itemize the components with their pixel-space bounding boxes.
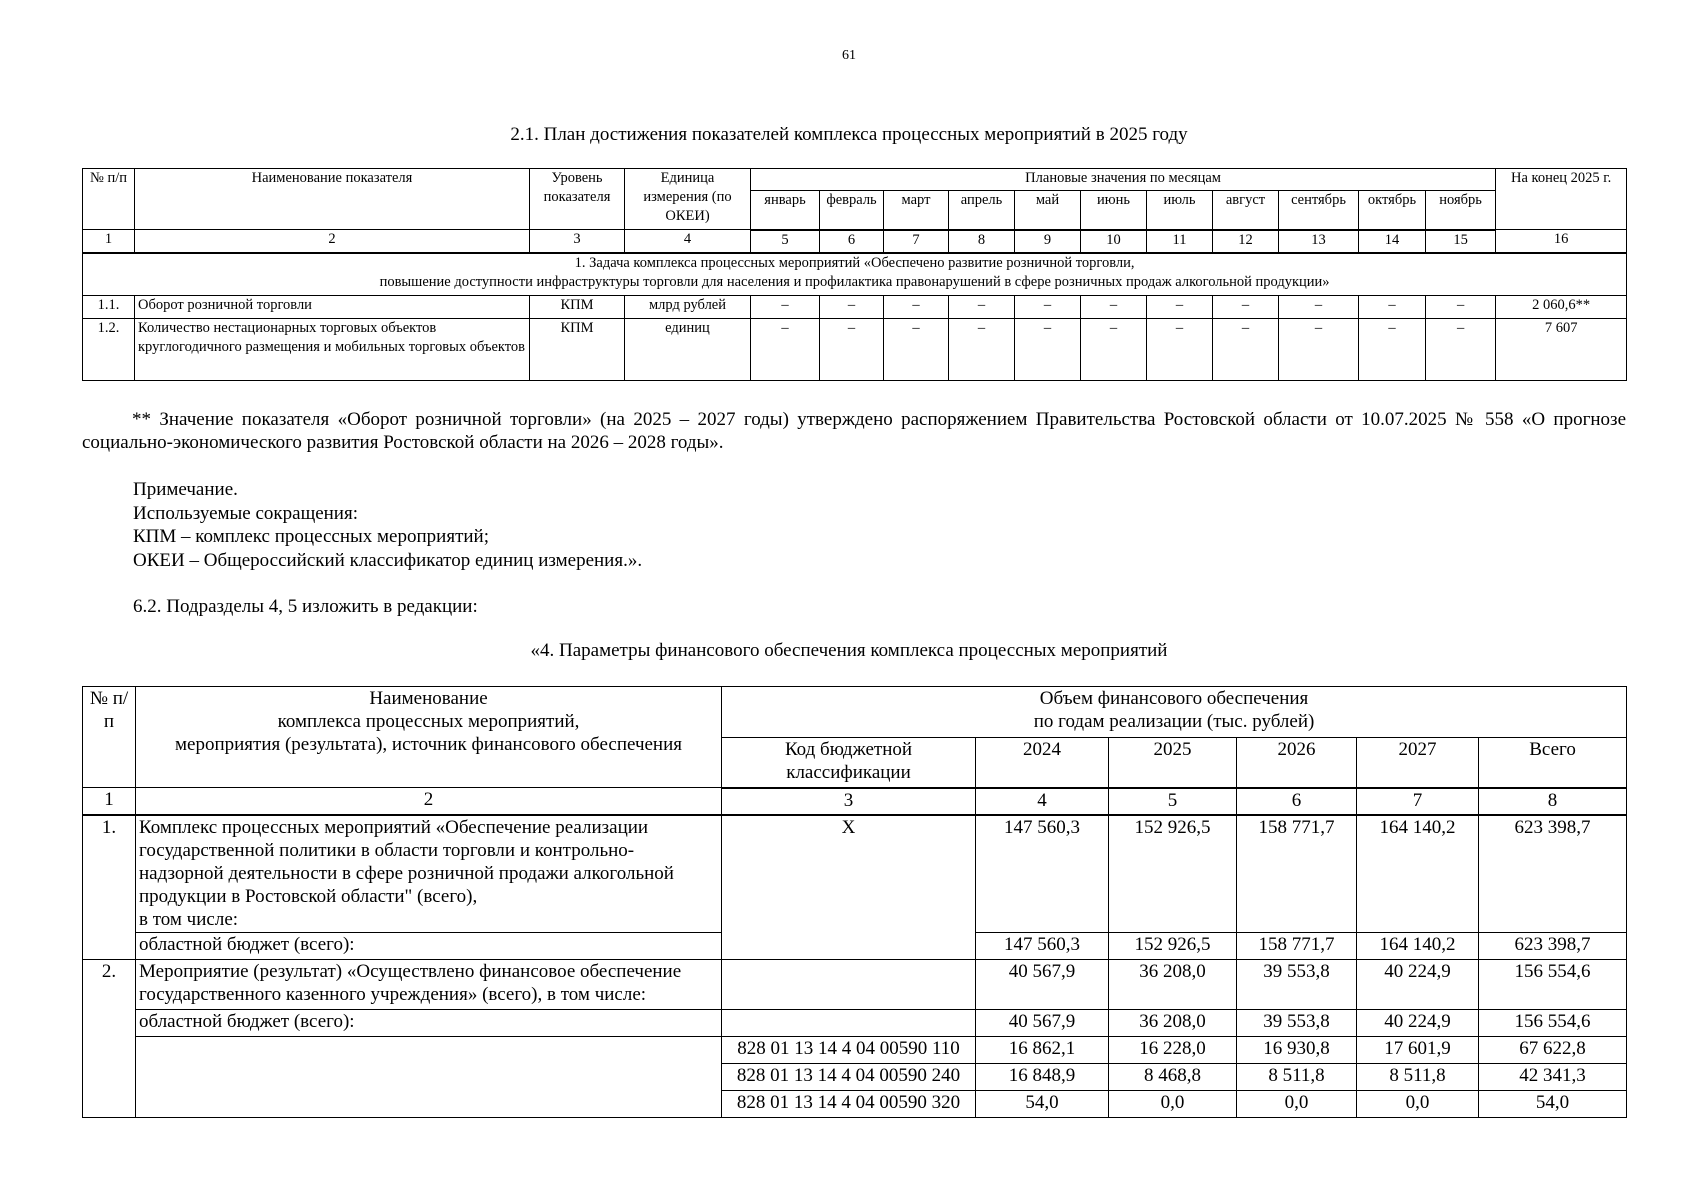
fin-row-value: 623 398,7 [1479,815,1627,933]
fin-row-value: 8 511,8 [1237,1064,1357,1091]
fin-row-value: 17 601,9 [1357,1037,1479,1064]
fin-row-value: 36 208,0 [1109,960,1237,1010]
fin-header-num: № п/п [83,687,136,788]
fin-row-value: 42 341,3 [1479,1064,1627,1091]
header-unit: Единица измерения (по ОКЕИ) [625,169,751,230]
col-number: 16 [1496,230,1627,253]
fin-row-name-empty [136,1037,722,1118]
row-name: Количество нестационарных торговых объектов круглогодичного размещения и мобильных торговых объектов [135,319,530,381]
fin-header-name-line: комплекса процессных мероприятий, [277,711,580,732]
fin-header-name [136,687,722,788]
col-number: 7 [884,230,949,253]
fin-header-year: 2024 [976,738,1109,788]
fin-row-name-tail: в том числе: [139,908,239,930]
row-name: Оборот розничной торговли [135,296,530,319]
row-month-value: – [1279,296,1359,319]
fin-row-value: 67 622,8 [1479,1037,1627,1064]
fin-row-name-text: Комплекс процессных мероприятий «Обеспечение реализации государственной политики в области торговли и контрольно-надзорной деятельности в сфере розничной продажи алкогольной продукции в Ростовской области" (всего), [139,816,674,907]
row-month-value: – [884,296,949,319]
row-month-value: – [1213,296,1279,319]
row-level: КПМ [530,296,625,319]
row-unit: млрд рублей [625,296,751,319]
fin-row-value: 164 140,2 [1357,815,1479,933]
fin-col-number: 3 [722,788,976,815]
header-month: март [884,191,949,230]
col-number: 8 [949,230,1015,253]
note-line: Примечание. [133,479,238,500]
fin-row-value: 147 560,3 [976,815,1109,933]
fin-row-num: 2. [83,960,136,1118]
header-month: январь [751,191,820,230]
fin-row-value: 0,0 [1357,1091,1479,1118]
note-line: КПМ – комплекс процессных мероприятий; [133,526,489,547]
fin-row-name: Мероприятие (результат) «Осуществлено финансовое обеспечение государственного казенного учреждения» (всего), в том числе: [136,960,722,1010]
col-number: 15 [1426,230,1496,253]
fin-row-value: 54,0 [1479,1091,1627,1118]
fin-col-number: 5 [1109,788,1237,815]
row-unit: единиц [625,319,751,381]
fin-row-code: 828 01 13 14 4 04 00590 240 [722,1064,976,1091]
row-month-value: – [1015,296,1081,319]
fin-row-value: 40 224,9 [1357,1010,1479,1037]
table-row [83,1037,1627,1064]
header-month: апрель [949,191,1015,230]
col-number: 4 [625,230,751,253]
row-month-value: – [1081,296,1147,319]
fin-header-year: 2025 [1109,738,1237,788]
paragraph-6-2: 6.2. Подразделы 4, 5 изложить в редакции: [133,596,478,617]
fin-row-code: 828 01 13 14 4 04 00590 110 [722,1037,976,1064]
fin-row-value: 0,0 [1237,1091,1357,1118]
fin-row-num: 1. [83,815,136,960]
header-month: ноябрь [1426,191,1496,230]
header-plan: Плановые значения по месяцам [751,169,1496,191]
row-end-value: 2 060,6** [1496,296,1627,319]
fin-row-value: 39 553,8 [1237,1010,1357,1037]
row-month-value: – [1426,319,1496,381]
fin-row-value: 16 930,8 [1237,1037,1357,1064]
col-number: 2 [135,230,530,253]
fin-row-value: 40 567,9 [976,1010,1109,1037]
row-month-value: – [751,319,820,381]
section-title-plan: 2.1. План достижения показателей комплекса процессных мероприятий в 2025 году [510,124,1188,145]
fin-col-number: 4 [976,788,1109,815]
fin-row-value: 156 554,6 [1479,960,1627,1010]
task-line-1: 1. Задача комплекса процессных мероприятий «Обеспечено развитие розничной торговли, [574,254,1135,271]
fin-header-total: Всего [1479,738,1627,788]
fin-row-value: 36 208,0 [1109,1010,1237,1037]
row-month-value: – [1426,296,1496,319]
row-month-value: – [1147,296,1213,319]
row-month-value: – [1015,319,1081,381]
fin-col-number: 6 [1237,788,1357,815]
fin-row-value: 156 554,6 [1479,1010,1627,1037]
fin-row-value: 152 926,5 [1109,815,1237,933]
table-row [83,1010,1627,1037]
col-number: 12 [1213,230,1279,253]
row-num: 1.1. [83,296,135,319]
row-month-value: – [1359,319,1426,381]
table-row [83,960,1627,1010]
fin-col-number: 2 [136,788,722,815]
fin-col-number: 1 [83,788,136,815]
col-number: 14 [1359,230,1426,253]
col-number: 5 [751,230,820,253]
row-level: КПМ [530,319,625,381]
fin-row-value: 40 567,9 [976,960,1109,1010]
fin-header-code: Код бюджетной классификации [722,738,976,788]
fin-row-value: 147 560,3 [976,933,1109,960]
header-month: сентябрь [1279,191,1359,230]
row-month-value: – [1147,319,1213,381]
fin-col-number: 7 [1357,788,1479,815]
fin-row-name: областной бюджет (всего): [136,1010,722,1037]
fin-header-volume-line: Объем финансового обеспечения [1039,688,1309,709]
header-month: август [1213,191,1279,230]
header-month: февраль [820,191,884,230]
footnote-text: ** Значение показателя «Оборот розничной торговли» (на 2025 – 2027 годы) утверждено распоряжением Правительства Ростовской области от 10.07.2025 № 558 «О прогнозе социально-экономического развития Ростовской области на 2026 – 2028 годы». [82,409,1626,453]
fin-header-name-line: Наименование [369,688,488,709]
row-month-value: – [1081,319,1147,381]
col-number: 1 [83,230,135,253]
row-month-value: – [820,319,884,381]
row-month-value: – [1213,319,1279,381]
header-num: № п/п [83,169,135,230]
table-row [83,815,1627,933]
col-number: 3 [530,230,625,253]
table-row [83,296,1627,319]
note-line: ОКЕИ – Общероссийский классификатор единиц измерения.». [133,549,643,571]
row-month-value: – [949,319,1015,381]
finance-table [82,686,1627,1118]
header-name: Наименование показателя [135,169,530,230]
row-num: 1.2. [83,319,135,381]
page-number: 61 [842,48,856,63]
header-end: На конец 2025 г. [1496,169,1627,230]
fin-header-volume [722,687,1627,738]
fin-row-value: 16 862,1 [976,1037,1109,1064]
col-number: 10 [1081,230,1147,253]
fin-row-value: 8 511,8 [1357,1064,1479,1091]
header-level: Уровень показателя [530,169,625,230]
fin-row-value: 16 848,9 [976,1064,1109,1091]
section-title-finance: «4. Параметры финансового обеспечения комплекса процессных мероприятий [530,640,1168,661]
header-month: июль [1147,191,1213,230]
notes-block [133,478,642,572]
fin-row-value: 8 468,8 [1109,1064,1237,1091]
fin-header-volume-line: по годам реализации (тыс. рублей) [1033,711,1315,732]
fin-row-value: 0,0 [1109,1091,1237,1118]
fin-row-name: областной бюджет (всего): [136,933,722,960]
table-row [83,319,1627,381]
fin-row-value: 164 140,2 [1357,933,1479,960]
fin-row-name [136,815,722,933]
fin-col-number: 8 [1479,788,1627,815]
header-month: июнь [1081,191,1147,230]
row-end-value: 7 607 [1496,319,1627,381]
fin-row-value: 39 553,8 [1237,960,1357,1010]
fin-header-year: 2027 [1357,738,1479,788]
fin-row-value: 54,0 [976,1091,1109,1118]
fin-row-value: 623 398,7 [1479,933,1627,960]
row-month-value: – [949,296,1015,319]
col-number: 11 [1147,230,1213,253]
row-month-value: – [820,296,884,319]
fin-row-value: 158 771,7 [1237,933,1357,960]
row-month-value: – [1279,319,1359,381]
col-number: 9 [1015,230,1081,253]
fin-row-code: 828 01 13 14 4 04 00590 320 [722,1091,976,1118]
fin-row-value: 40 224,9 [1357,960,1479,1010]
col-number: 6 [820,230,884,253]
fin-row-value: 158 771,7 [1237,815,1357,933]
fin-row-code: Х [722,815,976,960]
header-month: октябрь [1359,191,1426,230]
row-month-value: – [751,296,820,319]
footnote [82,408,1626,454]
fin-header-year: 2026 [1237,738,1357,788]
row-month-value: – [884,319,949,381]
fin-row-value: 152 926,5 [1109,933,1237,960]
row-month-value: – [1359,296,1426,319]
header-month: май [1015,191,1081,230]
task-row [83,253,1627,296]
task-line-2: повышение доступности инфраструктуры торговли для населения и профилактика правонарушений в сфере розничных продаж алкогольной продукции» [379,273,1330,290]
fin-row-code [722,1010,976,1037]
col-number: 13 [1279,230,1359,253]
note-line: Используемые сокращения: [133,502,358,524]
fin-header-name-line: мероприятия (результата), источник финансового обеспечения [174,734,683,755]
plan-indicators-table [82,168,1627,381]
fin-row-value: 16 228,0 [1109,1037,1237,1064]
fin-row-code [722,960,976,1010]
